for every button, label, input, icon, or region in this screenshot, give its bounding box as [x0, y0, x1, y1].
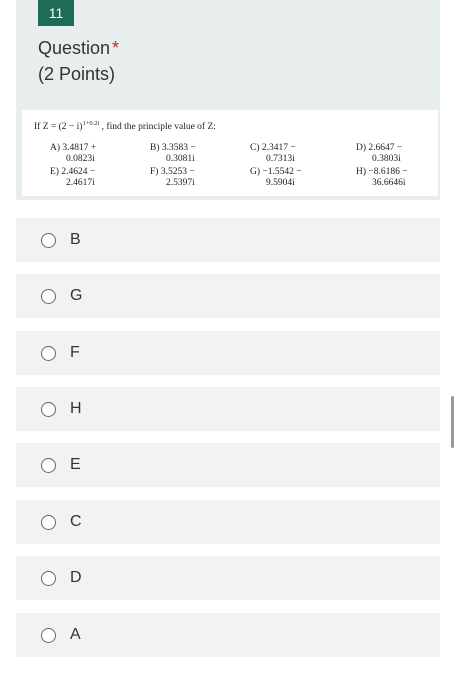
problem-option-b	[150, 143, 196, 165]
option-value-imag: 0.3803i	[372, 154, 401, 164]
option-value-imag: 2.4617i	[66, 178, 95, 188]
option-value: H) −8.6186 −	[356, 167, 408, 177]
option-value: G) −1.5542 −	[250, 167, 302, 177]
question-title	[38, 38, 119, 59]
question-number: 11	[48, 5, 64, 21]
radio-button[interactable]	[41, 515, 56, 530]
radio-button[interactable]	[41, 402, 56, 417]
problem-option-a	[50, 143, 96, 165]
option-value: E) 2.4624 −	[50, 167, 96, 177]
option-value-imag: 0.3081i	[166, 154, 195, 164]
problem-option-d	[356, 143, 402, 165]
problem-option-g	[250, 167, 302, 189]
option-value: A) 3.4817 +	[50, 143, 97, 153]
option-value-imag: 36.6646i	[372, 178, 406, 188]
problem-option-e	[50, 167, 95, 189]
radio-button[interactable]	[41, 289, 56, 304]
option-value: B) 3.3583 −	[150, 143, 196, 153]
option-value-imag: 2.5397i	[166, 178, 195, 188]
choice-b[interactable]	[16, 218, 440, 262]
option-value-imag: 0.7313i	[266, 154, 295, 164]
problem-option-h	[356, 167, 408, 189]
problem-statement	[34, 120, 216, 132]
radio-button[interactable]	[41, 233, 56, 248]
question-title-text: Question	[38, 38, 111, 58]
choice-c[interactable]	[16, 500, 440, 544]
problem-option-f	[150, 167, 195, 189]
choice-label: B	[70, 231, 81, 248]
option-value-imag: 0.0823i	[66, 154, 95, 164]
question-points: (2 Points)	[38, 64, 116, 84]
problem-prefix: If Z = (2 − i)	[34, 122, 83, 133]
choice-label: C	[70, 513, 82, 530]
option-value: F) 3.5253 −	[150, 167, 195, 177]
problem-image	[22, 110, 438, 196]
choice-f[interactable]	[16, 331, 440, 375]
choice-g[interactable]	[16, 274, 440, 318]
option-value: D) 2.6647 −	[356, 143, 403, 153]
option-value: C) 2.3417 −	[250, 143, 296, 153]
choice-label: D	[70, 569, 82, 586]
radio-button[interactable]	[41, 346, 56, 361]
choice-h[interactable]	[16, 387, 440, 431]
choice-d[interactable]	[16, 556, 440, 600]
problem-option-c	[250, 143, 296, 165]
option-value-imag: 9.5904i	[266, 178, 295, 188]
choice-label: F	[70, 344, 80, 361]
required-asterisk: *	[112, 38, 120, 58]
choice-e[interactable]	[16, 443, 440, 487]
scrollbar[interactable]	[451, 396, 454, 448]
choice-label: E	[70, 456, 81, 473]
problem-suffix: , find the principle value of Z:	[99, 122, 216, 133]
question-number-badge	[38, 0, 74, 26]
problem-exponent: 1+0.2i	[82, 120, 100, 127]
choice-a[interactable]	[16, 613, 440, 657]
choice-label: A	[70, 626, 81, 643]
radio-button[interactable]	[41, 458, 56, 473]
radio-button[interactable]	[41, 628, 56, 643]
choice-label: H	[70, 400, 82, 417]
choice-label: G	[70, 287, 83, 304]
radio-button[interactable]	[41, 571, 56, 586]
